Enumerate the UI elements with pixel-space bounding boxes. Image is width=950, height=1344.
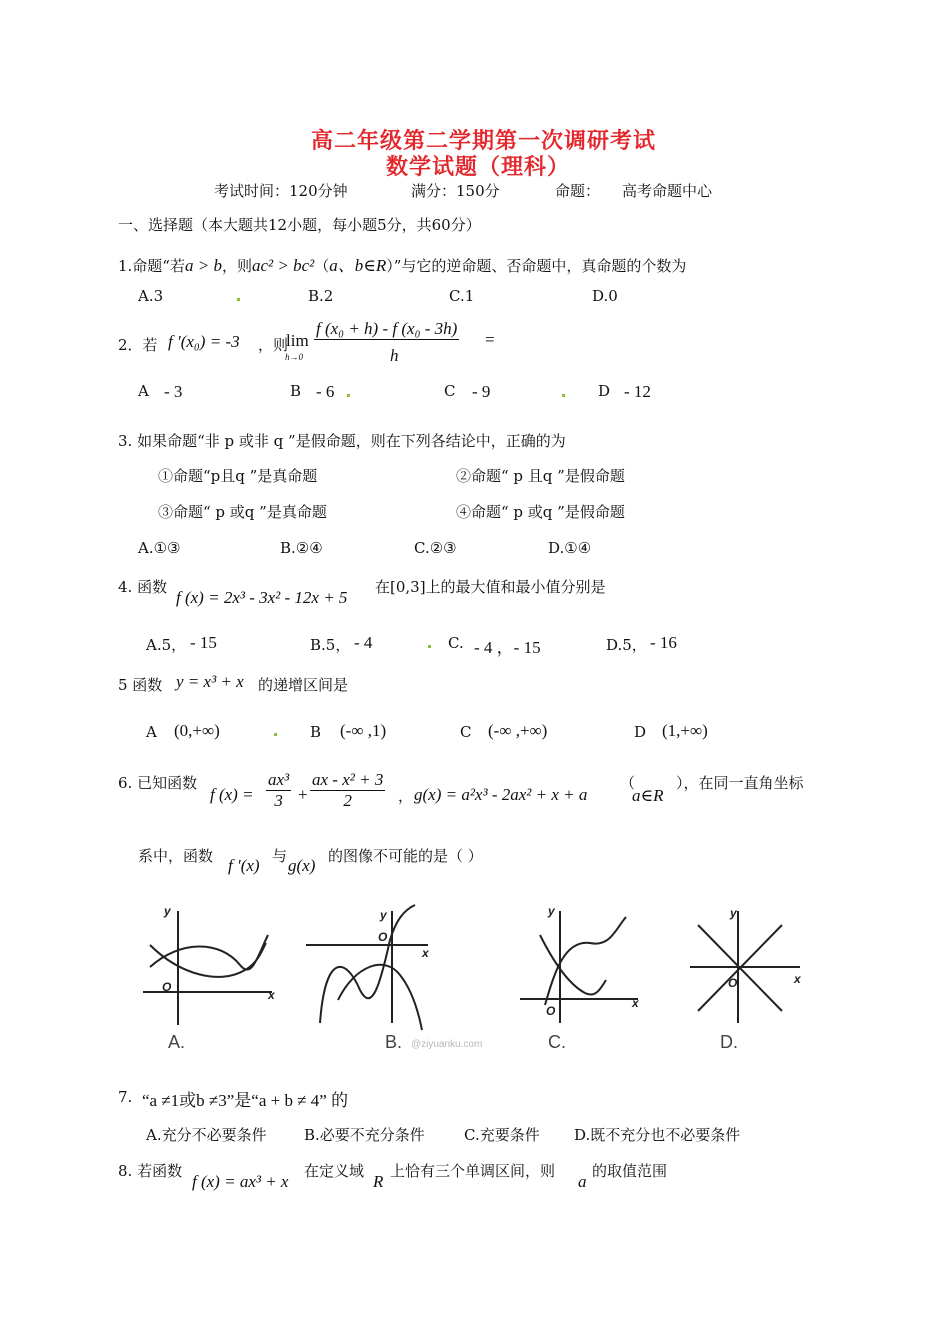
q1-option-d: D.0 <box>592 287 618 305</box>
q2-option-d-value: - 12 <box>624 382 651 401</box>
q6-paren-left: （ <box>620 774 636 792</box>
q5-option-b-letter: B <box>310 723 322 741</box>
q1-stem-a: 1.命题“若 <box>118 257 185 275</box>
q1-conclusion: ac² > bc² <box>251 256 315 275</box>
q1-domain: a、b∈R <box>329 256 387 275</box>
graph-b-y-label: y <box>380 908 387 922</box>
q6-frac-2-den: 2 <box>343 791 352 810</box>
q1-stem <box>118 251 686 276</box>
q1-option-a: A.3 <box>138 287 164 305</box>
q2-option-a-value: - 3 <box>164 382 183 401</box>
graph-b-curve-1 <box>320 905 415 1023</box>
graph-a-curve-1 <box>150 935 268 970</box>
q5-option-c-letter: C <box>460 723 472 741</box>
q2-stem-b: ，则 <box>258 336 289 354</box>
speck <box>562 394 565 397</box>
q4-option-b-value: - 4 <box>354 633 373 652</box>
q5-function: y = x³ + x <box>176 672 244 691</box>
graph-d-x-label: x <box>794 972 801 986</box>
q8-stem-d: 的取值范围 <box>592 1162 668 1180</box>
q5-option-a-letter: A <box>146 723 157 741</box>
q6-stem-a: 6. 已知函数 <box>118 774 198 792</box>
q7-option-b: B.必要不充分条件 <box>304 1126 425 1144</box>
graph-b-label: B. <box>385 1032 403 1052</box>
q2-numerator: f (x₀ + h) - f (x₀ - 3h) <box>316 319 458 338</box>
q4-option-d-label: D.5， <box>606 636 647 654</box>
q2-lim-sub: h→0 <box>285 352 303 362</box>
q2-option-c-value: - 9 <box>472 382 491 401</box>
watermark: @ziyuanku.com <box>411 1039 483 1050</box>
author-label: 命题： <box>555 182 601 200</box>
speck <box>237 298 240 301</box>
q8-stem-b: 在定义域 <box>304 1162 365 1180</box>
q5-stem-a: 5 函数 <box>118 676 163 694</box>
q3-option-b: B.②④ <box>280 539 323 557</box>
graph-d-label: D. <box>720 1032 738 1052</box>
q3-option-c: C.②③ <box>414 539 457 557</box>
graph-c-curve-2 <box>545 917 626 1005</box>
q4-option-c-value: - 4 ，- 15 <box>474 638 541 657</box>
exam-score: 满分：150分 <box>411 182 500 200</box>
q1-stem-b: ，则 <box>221 257 252 275</box>
q7-option-d: D.既不充分也不必要条件 <box>574 1126 741 1144</box>
q4-stem-b: 在[0,3]上的最大值和最小值分别是 <box>375 578 606 596</box>
q2-denominator: h <box>390 346 399 365</box>
q6-stem-b: ），在同一直角坐标 <box>676 774 804 792</box>
q5-option-c-value: (-∞ ,+∞) <box>488 721 548 740</box>
q3-item-1: ①命题“p且q ”是真命题 <box>158 467 318 485</box>
graph-d-origin: O <box>728 976 738 990</box>
q5-stem-b: 的递增区间是 <box>258 676 349 694</box>
q2-option-b-letter: B <box>290 382 302 400</box>
q6-frac-1-num: ax³ <box>268 770 290 789</box>
q1-stem-d: ）”与它的逆命题、否命题中，真命题的个数为 <box>386 257 687 275</box>
q5-option-d-value: (1,+∞) <box>662 721 708 740</box>
q3-option-a: A.①③ <box>138 539 181 557</box>
graph-a-y-label: y <box>164 904 171 918</box>
q7-option-a: A.充分不必要条件 <box>146 1126 267 1144</box>
q4-stem-a: 4. 函数 <box>118 578 168 596</box>
q1-option-c: C.1 <box>449 287 475 305</box>
speck <box>347 394 350 397</box>
graph-c-origin: O <box>546 1004 556 1018</box>
exam-title: 高二年级第二学期第一次调研考试 <box>311 128 657 154</box>
q6-f-left: f (x) = <box>210 785 254 804</box>
q3-stem: 3. 如果命题“非 p 或非 q ”是假命题，则在下列各结论中，正确的为 <box>118 432 566 450</box>
q4-option-b-label: B.5， <box>310 636 351 654</box>
q2-option-c-letter: C <box>444 382 456 400</box>
q4-option-a-value: - 15 <box>190 633 217 652</box>
q8-variable: a <box>578 1172 587 1191</box>
q6-f-prime: f ′(x) <box>228 856 260 875</box>
q3-item-2: ②命题“ p 且q ”是假命题 <box>456 467 625 485</box>
q6-comma: ， <box>398 787 414 805</box>
graph-a-origin: O <box>162 980 172 994</box>
exam-time: 考试时间：120分钟 <box>214 182 348 200</box>
q2-equals: = <box>485 330 495 349</box>
graph-a-label: A. <box>168 1032 186 1052</box>
graph-a-curve-2 <box>150 943 266 977</box>
q7-option-c: C.充要条件 <box>464 1126 540 1144</box>
q2-stem-a: 2．若 <box>118 336 158 354</box>
q7-number: 7. <box>118 1088 133 1106</box>
section-heading: 一、选择题（本大题共12小题，每小题5分，共60分） <box>118 216 481 234</box>
q5-option-d-letter: D <box>634 723 647 741</box>
exam-subtitle: 数学试题（理科） <box>386 154 571 180</box>
q6-stem-d: 的图像不可能的是（ ） <box>328 847 483 865</box>
q5-option-a-value: (0,+∞) <box>174 721 220 740</box>
speck <box>274 733 277 736</box>
q4-option-d-value: - 16 <box>650 633 677 652</box>
q6-frac-1 <box>266 770 291 811</box>
q3-item-3: ③命题“ p 或q ”是真命题 <box>158 503 327 521</box>
q6-frac-1-den: 3 <box>274 791 283 810</box>
q1-stem-c: （ <box>314 257 330 275</box>
q5-option-b-value: (-∞ ,1) <box>340 721 387 740</box>
graph-b-x-label: x <box>422 946 429 960</box>
q7-stem: “a ≠1或b ≠3”是“a + b ≠ 4” 的 <box>142 1091 349 1110</box>
graph-c-label: C. <box>548 1032 566 1052</box>
q6-g-function: g(x) = a²x³ - 2ax² + x + a <box>414 785 588 804</box>
q8-stem-a: 8. 若函数 <box>118 1162 183 1180</box>
q2-given: f ′(x₀) = -3 <box>168 332 240 351</box>
q4-function: f (x) = 2x³ - 3x² - 12x + 5 <box>176 588 348 607</box>
q2-option-b-value: - 6 <box>316 382 335 401</box>
q3-option-d: D.①④ <box>548 539 592 557</box>
author: 高考命题中心 <box>622 182 713 200</box>
graph-a-x-label: x <box>268 988 275 1002</box>
q1-condition: a > b <box>184 256 222 275</box>
q6-stem-c: 系中，函数 <box>138 847 214 865</box>
graph-d-y-label: y <box>730 906 737 920</box>
q4-option-c-label: C. <box>448 634 464 652</box>
q2-lim: lim <box>286 331 309 350</box>
graph-b-origin: O <box>378 930 388 944</box>
q6-frac-2-num: ax - x² + 3 <box>312 770 384 789</box>
q6-condition: a∈R <box>632 786 664 805</box>
q1-option-b: B.2 <box>308 287 334 305</box>
q6-gx: g(x) <box>288 856 316 875</box>
graph-c-x-label: x <box>632 996 639 1010</box>
q6-with: 与 <box>272 847 288 865</box>
q8-domain: R <box>373 1172 384 1191</box>
q3-item-4: ④命题“ p 或q ”是假命题 <box>456 503 625 521</box>
q6-plus: + <box>298 785 308 804</box>
q4-option-a-label: A.5， <box>146 636 187 654</box>
q8-function: f (x) = ax³ + x <box>192 1172 289 1191</box>
q6-frac-2 <box>310 770 385 811</box>
q2-option-d-letter: D <box>598 382 611 400</box>
q2-option-a-letter: A <box>138 382 149 400</box>
graph-c-y-label: y <box>548 904 555 918</box>
speck <box>428 645 431 648</box>
q8-stem-c: 上恰有三个单调区间，则 <box>390 1162 556 1180</box>
q6-graphs <box>0 895 950 1060</box>
